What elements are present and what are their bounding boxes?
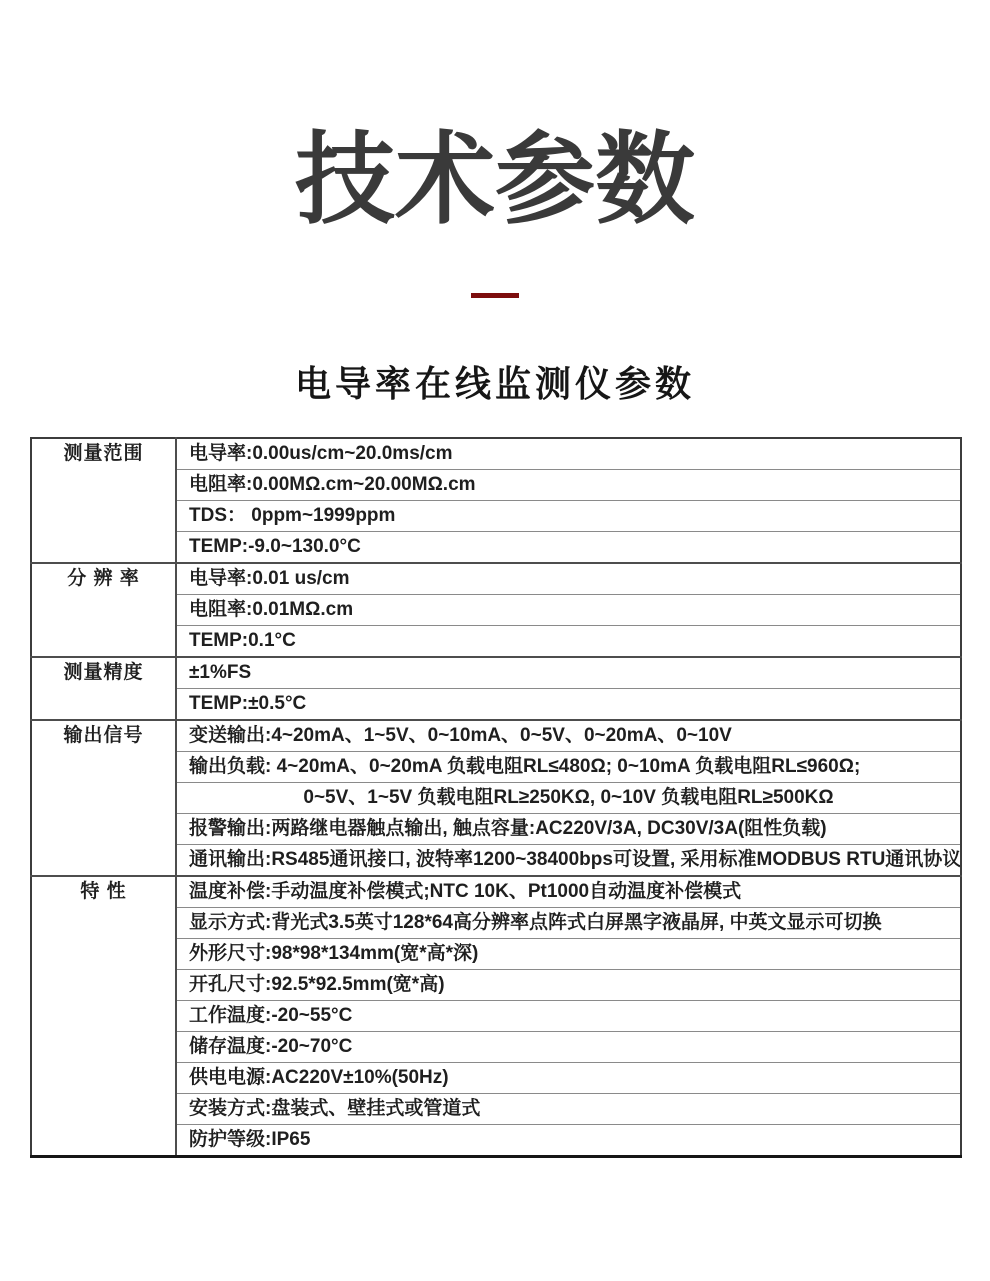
spec-row — [31, 657, 961, 689]
spec-row-value: 输出负载: 4~20mA、0~20mA 负载电阻RL≤480Ω; 0~10mA 负载电阻RL≤960Ω; — [176, 752, 961, 783]
spec-table-body — [31, 438, 961, 1157]
page-title: 技术参数 — [295, 124, 695, 236]
spec-row-value: 供电电源:AC220V±10%(50Hz) — [176, 1063, 961, 1094]
spec-row-value: 电阻率:0.00MΩ.cm~20.00MΩ.cm — [176, 470, 961, 501]
spec-row-value: 储存温度:-20~70°C — [176, 1032, 961, 1063]
spec-row-value: 工作温度:-20~55°C — [176, 1001, 961, 1032]
spec-row-value: 报警输出:两路继电器触点输出, 触点容量:AC220V/3A, DC30V/3A(阻性负载) — [176, 814, 961, 845]
spec-row-value: 温度补偿:手动温度补偿模式;NTC 10K、Pt1000自动温度补偿模式 — [176, 876, 961, 908]
spec-row-value: 通讯输出:RS485通讯接口, 波特率1200~38400bps可设置, 采用标准MODBUS RTU通讯协议 — [176, 845, 961, 877]
spec-row-value: ±1%FS — [176, 657, 961, 689]
spec-row-value: TEMP:±0.5°C — [176, 689, 961, 721]
spec-row-value: 安装方式:盘装式、壁挂式或管道式 — [176, 1094, 961, 1125]
spec-row — [31, 438, 961, 470]
spec-group-label: 输出信号 — [31, 720, 176, 876]
spec-row-value: 外形尺寸:98*98*134mm(宽*高*深) — [176, 939, 961, 970]
spec-group-label: 特 性 — [31, 876, 176, 1157]
spec-group-label: 测量精度 — [31, 657, 176, 720]
spec-row-value: TDS： 0ppm~1999ppm — [176, 501, 961, 532]
spec-row-value: 电导率:0.00us/cm~20.0ms/cm — [176, 438, 961, 470]
spec-row — [31, 876, 961, 908]
spec-row-value: 0~5V、1~5V 负载电阻RL≥250KΩ, 0~10V 负载电阻RL≥500KΩ — [176, 783, 961, 814]
spec-group-label: 分 辨 率 — [31, 563, 176, 657]
spec-row — [31, 720, 961, 752]
spec-row-value: TEMP:0.1°C — [176, 626, 961, 658]
title-accent-divider — [471, 293, 519, 298]
spec-row-value: 显示方式:背光式3.5英寸128*64高分辨率点阵式白屏黑字液晶屏, 中英文显示可切换 — [176, 908, 961, 939]
spec-row-value: 电阻率:0.01MΩ.cm — [176, 595, 961, 626]
spec-row-value: 开孔尺寸:92.5*92.5mm(宽*高) — [176, 970, 961, 1001]
page-subtitle: 电导率在线监测仪参数 — [294, 363, 695, 404]
spec-table — [30, 437, 962, 1158]
spec-row — [31, 563, 961, 595]
spec-row-value: 变送输出:4~20mA、1~5V、0~10mA、0~5V、0~20mA、0~10V — [176, 720, 961, 752]
spec-group-label: 测量范围 — [31, 438, 176, 563]
spec-row-value: 电导率:0.01 us/cm — [176, 563, 961, 595]
spec-row-value: TEMP:-9.0~130.0°C — [176, 532, 961, 564]
spec-row-value: 防护等级:IP65 — [176, 1125, 961, 1157]
